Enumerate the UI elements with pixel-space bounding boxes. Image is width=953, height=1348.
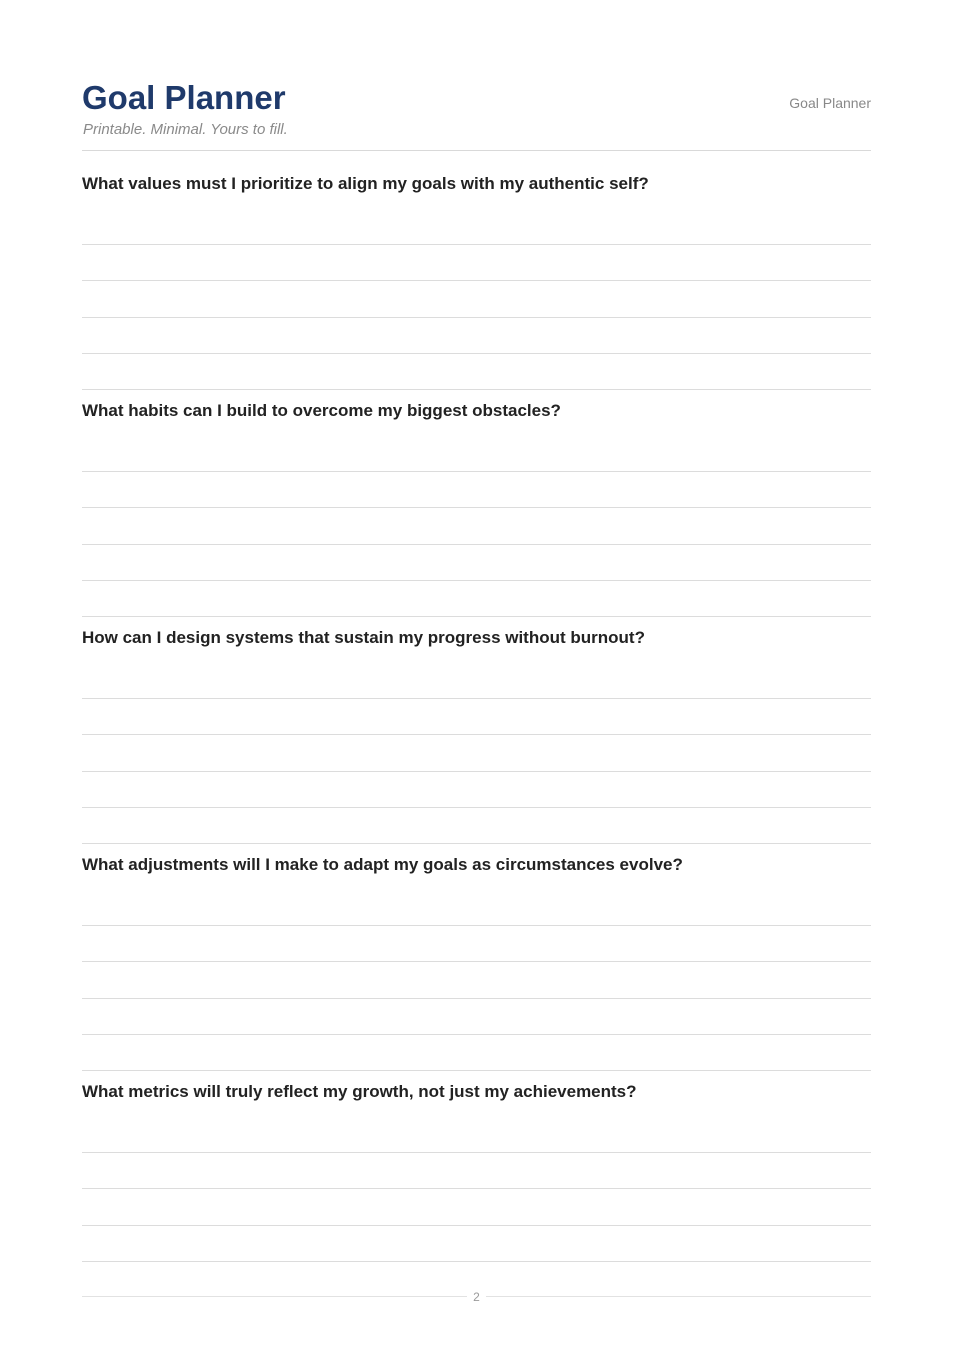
writing-line[interactable] xyxy=(82,843,871,844)
writing-line[interactable] xyxy=(82,471,871,472)
page-number xyxy=(82,1290,871,1304)
writing-line[interactable] xyxy=(82,1188,871,1189)
writing-line[interactable] xyxy=(82,734,871,735)
prompt-question: What metrics will truly reflect my growth, not just my achievements? xyxy=(82,1082,637,1101)
prompt-question: What habits can I build to overcome my biggest obstacles? xyxy=(82,401,561,420)
writing-line[interactable] xyxy=(82,317,871,318)
writing-line[interactable] xyxy=(82,1070,871,1071)
page-header xyxy=(82,78,871,151)
writing-line[interactable] xyxy=(82,580,871,581)
writing-line[interactable] xyxy=(82,925,871,926)
writing-line[interactable] xyxy=(82,507,871,508)
page-number-label: 2 xyxy=(467,1290,486,1304)
writing-line[interactable] xyxy=(82,998,871,999)
writing-line[interactable] xyxy=(82,771,871,772)
page-title: Goal Planner xyxy=(82,79,286,116)
writing-line[interactable] xyxy=(82,1225,871,1226)
prompt-question: What values must I prioritize to align my goals with my authentic self? xyxy=(82,174,649,193)
writing-line[interactable] xyxy=(82,280,871,281)
page-subtitle: Printable. Minimal. Yours to fill. xyxy=(83,121,288,138)
prompt-question: How can I design systems that sustain my progress without burnout? xyxy=(82,628,645,647)
writing-line[interactable] xyxy=(82,616,871,617)
writing-line[interactable] xyxy=(82,244,871,245)
writing-line[interactable] xyxy=(82,961,871,962)
writing-line[interactable] xyxy=(82,698,871,699)
writing-line[interactable] xyxy=(82,1261,871,1262)
writing-line[interactable] xyxy=(82,1152,871,1153)
writing-line[interactable] xyxy=(82,353,871,354)
writing-line[interactable] xyxy=(82,807,871,808)
prompt-question: What adjustments will I make to adapt my goals as circumstances evolve? xyxy=(82,855,683,874)
writing-line[interactable] xyxy=(82,544,871,545)
running-head: Goal Planner xyxy=(789,95,871,111)
planner-page xyxy=(82,0,871,1348)
writing-line[interactable] xyxy=(82,389,871,390)
writing-line[interactable] xyxy=(82,1034,871,1035)
